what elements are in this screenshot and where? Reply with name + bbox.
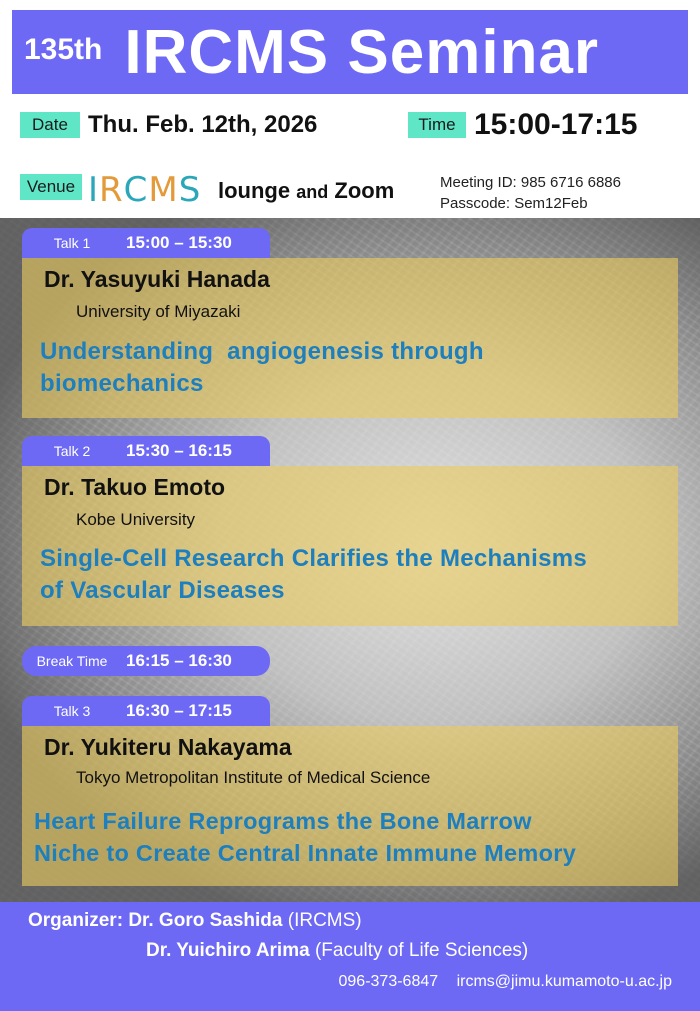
talk1-title-line1: Understanding angiogenesis through — [40, 338, 484, 365]
talk3-affiliation: Tokyo Metropolitan Institute of Medical Science — [76, 768, 431, 787]
footer — [0, 902, 700, 1011]
venue-lounge: lounge — [218, 178, 291, 203]
seminar-number: 135th — [24, 33, 103, 66]
talk1-affiliation: University of Miyazaki — [76, 302, 241, 321]
talk2-speaker: Dr. Takuo Emoto — [44, 474, 226, 500]
organizer1-affiliation: (IRCMS) — [287, 910, 362, 931]
title-banner — [12, 10, 688, 94]
date-value: Thu. Feb. 12th, 2026 — [88, 111, 318, 138]
venue-zoom: Zoom — [334, 178, 395, 203]
logo-letter-m: M — [148, 170, 179, 210]
talk3-title — [34, 805, 576, 869]
contact-info — [339, 973, 673, 991]
talk2-affiliation: Kobe University — [76, 510, 196, 529]
talk2-box — [22, 466, 678, 626]
passcode: Passcode: Sem12Feb — [440, 195, 588, 212]
contact-email[interactable]: ircms@jimu.kumamoto-u.ac.jp — [456, 973, 672, 990]
time-tag: Time — [408, 112, 466, 138]
organizer-line-1 — [28, 910, 362, 932]
talk3-time: 16:30 – 17:15 — [126, 701, 232, 720]
break-label: Break Time — [36, 653, 108, 669]
organizer-line-2 — [146, 940, 528, 962]
date-tag: Date — [20, 112, 80, 138]
talk3-box — [22, 726, 678, 886]
logo-letter-s: S — [178, 170, 202, 210]
venue-and: and — [296, 182, 329, 202]
logo-letter-c: C — [123, 170, 149, 210]
seminar-title: IRCMS Seminar — [124, 17, 600, 87]
talk2-label: Talk 2 — [53, 443, 91, 459]
contact-phone: 096-373-6847 — [338, 973, 439, 990]
talk3-title-line1: Heart Failure Reprograms the Bone Marrow — [34, 808, 532, 834]
break-tab — [22, 646, 270, 676]
logo-letter-r: R — [99, 170, 124, 210]
talk1-time: 15:00 – 15:30 — [126, 233, 232, 252]
meeting-info — [440, 172, 621, 214]
talk2-title-line1: Single-Cell Research Clarifies the Mechanisms — [40, 545, 588, 572]
ircms-logo — [88, 170, 201, 210]
organizer2-affiliation: (Faculty of Life Sciences) — [314, 940, 529, 961]
talk1-box — [22, 258, 678, 418]
talk2-tab — [22, 436, 270, 466]
talk3-title-line2: Niche to Create Central Innate Immune Memory — [34, 840, 577, 866]
meeting-id: Meeting ID: 985 6716 6886 — [440, 174, 621, 191]
talk1-title-line2: biomechanics — [40, 370, 204, 397]
logo-letter-i: I — [88, 170, 100, 210]
talk3-label: Talk 3 — [53, 703, 91, 719]
talk2-title-line2: of Vascular Diseases — [40, 577, 285, 604]
break-time: 16:15 – 16:30 — [126, 651, 232, 670]
organizer2-name: Dr. Yuichiro Arima — [146, 940, 310, 961]
talk2-title — [40, 543, 587, 607]
time-value: 15:00-17:15 — [474, 108, 638, 141]
organizer-label: Organizer: — [28, 910, 124, 931]
talk2-time: 15:30 – 16:15 — [126, 441, 232, 460]
talk3-tab — [22, 696, 270, 726]
talk1-label: Talk 1 — [53, 235, 91, 251]
talk1-tab — [22, 228, 270, 258]
venue-tag: Venue — [20, 174, 82, 200]
talk1-title — [40, 336, 484, 400]
organizer1-name: Dr. Goro Sashida — [128, 910, 283, 931]
talk1-speaker: Dr. Yasuyuki Hanada — [44, 266, 270, 292]
talk3-speaker: Dr. Yukiteru Nakayama — [44, 734, 292, 760]
venue-text — [218, 178, 394, 204]
